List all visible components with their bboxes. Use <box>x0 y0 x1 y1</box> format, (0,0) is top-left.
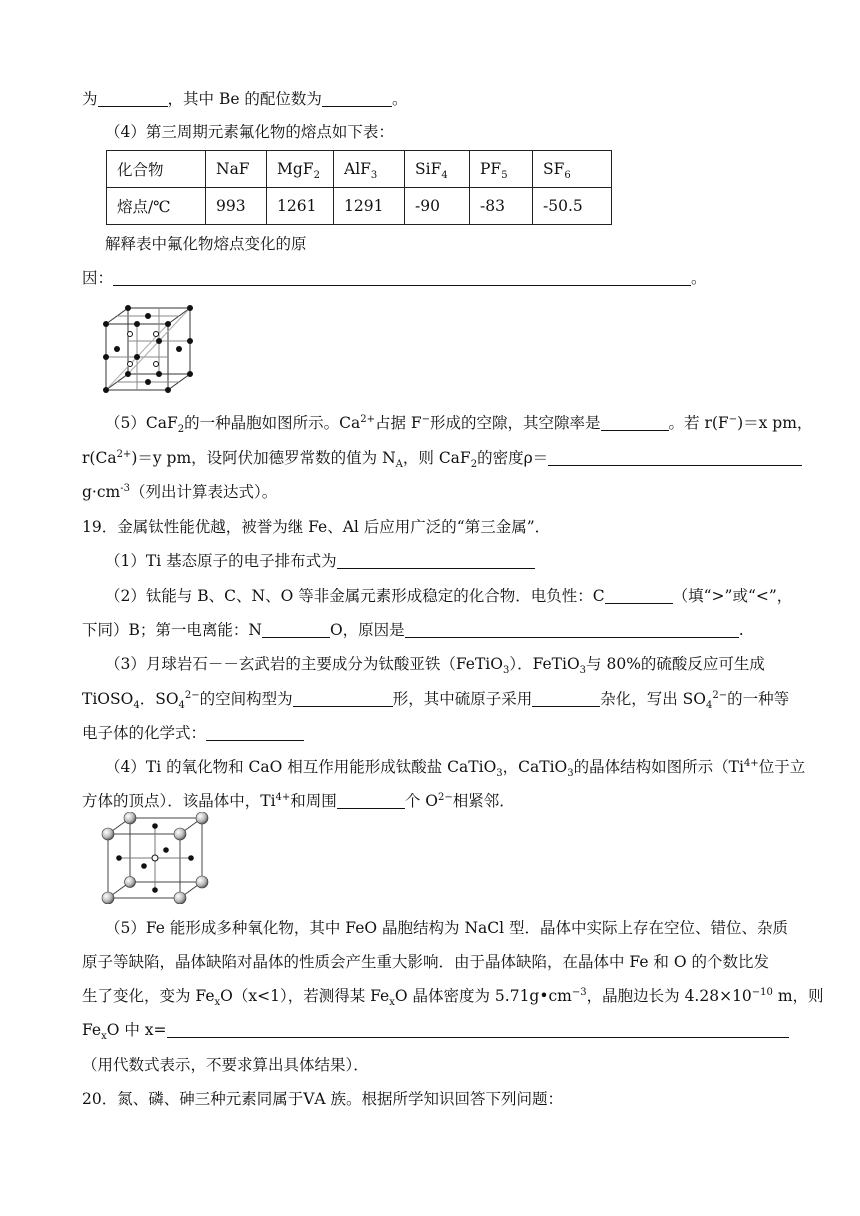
q19-part3-line-1: （3）月球岩石－－玄武岩的主要成分为钛酸亚铁（FeTiO$_3$）．FeTiO$_3$与 80%的硫酸反应可生成 <box>105 655 765 677</box>
table-cell: MgF$_2$ <box>267 151 334 188</box>
q19-title: 19．金属钛性能优越，被誉为继 Fe、Al 后应用广泛的“第三金属”． <box>82 518 551 536</box>
q19-part5-line-1: （5）Fe 能形成多种氧化物，其中 FeO 晶胞结构为 NaCl 型．晶体中实际上存在空位、错位、杂质 <box>105 919 788 937</box>
answer-blank[interactable] <box>532 690 600 707</box>
q19-part5-line-2: 原子等缺陷，晶体缺陷对晶体的性质会产生重大影响．由于晶体缺陷，在晶体中 Fe 和 O 的个数比发 <box>82 953 769 971</box>
q19-part3-line-3: 电子体的化学式： <box>82 722 304 744</box>
table-cell: AlF$_3$ <box>334 151 405 188</box>
q19-part1: （1）Ti 基态原子的电子排布式为 <box>105 550 535 572</box>
answer-blank[interactable] <box>322 90 392 107</box>
catio3-unit-cell-figure <box>100 812 212 904</box>
q19-part3-line-2: TiOSO$_4$．$SO_4^{2-}$的空间构型为 形，其中硫原子采用 杂化，写出 $SO_4^{2-}$的一种等 <box>82 689 790 712</box>
q18-part4-text: （4）第三周期元素氟化物的熔点如下表： <box>105 123 394 141</box>
melting-point-table <box>106 150 612 225</box>
table-cell: 993 <box>206 188 267 225</box>
q19-part5-line-3: 生了变化，变为 $Fe_xO(x<1)$，若测得某 $Fe_xO$ 晶体密度为 $5.71g•cm^{-3}$，晶胞边长为 $4.28\times 10^{-10}$ m，则 <box>82 986 824 1009</box>
q18-explain-line: 因： 。 <box>82 269 707 287</box>
q19-part4-line-1: （4）Ti 的氧化物和 CaO 相互作用能形成钛酸盐 CaTiO$_3$，CaTiO$_3$的晶体结构如图所示（$Ti^{4+}$位于立 <box>105 757 806 780</box>
answer-blank[interactable] <box>605 587 673 604</box>
q19-part5-line-4: $Fe_xO$ 中 x= <box>82 1019 789 1041</box>
table-cell: -83 <box>470 188 533 225</box>
answer-blank[interactable] <box>601 414 669 431</box>
table-cell: $PF_5$ <box>470 151 533 188</box>
answer-blank[interactable] <box>167 1021 789 1038</box>
answer-blank[interactable] <box>98 90 168 107</box>
q19-part4-line-2: 方体的顶点）．该晶体中，$Ti^{4+}$和周围 个 $O^{2-}$相紧邻． <box>82 791 515 810</box>
q18-part5-line-3: $g\cdot cm^{-3}$（列出计算表达式）。 <box>82 482 278 501</box>
table-cell: 熔点/℃ <box>107 188 206 225</box>
answer-blank[interactable] <box>293 690 393 707</box>
table-cell: 1291 <box>334 188 405 225</box>
answer-blank[interactable] <box>206 724 304 741</box>
q19-part2-line-2: 下同）B；第一电离能：N O，原因是 . <box>82 621 744 639</box>
table-cell: 化合物 <box>107 151 206 188</box>
table-cell: SiF$_4$ <box>405 151 470 188</box>
q19-part5-line-5: （用代数式表示，不要求算出具体结果）． <box>82 1056 369 1074</box>
table-row <box>107 151 612 188</box>
table-cell: -50.5 <box>533 188 612 225</box>
q18-part5-line-2: $r(Ca^{2+})=y$ pm，设阿伏加德罗常数的值为 $N_A$，则 CaF$_2$的密度ρ＝ <box>82 447 802 469</box>
answer-blank[interactable] <box>113 269 691 286</box>
table-cell: -90 <box>405 188 470 225</box>
table-row <box>107 188 612 225</box>
q19-part2-line-1: （2）钛能与 B、C、N、O 等非金属元素形成稳定的化合物．电负性：C （填“>”或“<”， <box>105 587 793 605</box>
table-cell: $SF_6$ <box>533 151 612 188</box>
answer-blank[interactable] <box>405 621 739 638</box>
table-cell: 1261 <box>267 188 334 225</box>
q18-explain-text: 解释表中氟化物熔点变化的原 <box>105 235 307 253</box>
answer-blank[interactable] <box>262 621 330 638</box>
table-cell: NaF <box>206 151 267 188</box>
caf2-unit-cell-figure <box>100 304 196 396</box>
answer-blank[interactable] <box>548 449 802 466</box>
q20-title: 20．氮、磷、砷三种元素同属于ⅤA 族。根据所学知识回答下列问题： <box>82 1090 564 1108</box>
q18-line-1: 为 ，其中 Be 的配位数为 。 <box>82 90 408 108</box>
answer-blank[interactable] <box>337 792 405 809</box>
q18-part5-line-1: （5）CaF$_2$的一种晶胞如图所示。$Ca^{2+}$占据 F−形成的空隙，其空隙率是 。若 r(F−)＝x pm， <box>105 413 813 436</box>
answer-blank[interactable] <box>337 552 535 569</box>
